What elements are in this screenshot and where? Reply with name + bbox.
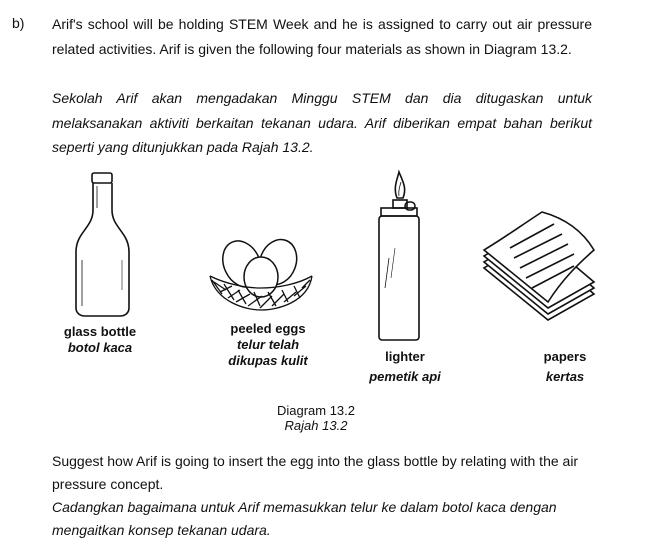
label-peeled-eggs-ms-1: telur telah (236, 337, 300, 352)
label-lighter (355, 349, 455, 385)
label-lighter-en: lighter (385, 349, 425, 364)
lighter-icon (375, 168, 425, 343)
label-glass-bottle (48, 324, 152, 356)
label-glass-bottle-en: glass bottle (63, 324, 137, 339)
label-lighter-ms: pemetik api (369, 369, 441, 384)
diagram-caption-en: Diagram 13.2 (276, 403, 356, 418)
label-papers-en: papers (543, 349, 587, 364)
label-peeled-eggs-ms-2: dikupas kulit (228, 353, 308, 368)
eggs-in-nest-icon (206, 232, 316, 312)
intro-malay: Sekolah Arif akan mengadakan Minggu STEM dan dia ditugaskan untuk melaksanakan aktiviti berkaitan tekanan udara. Arif diberikan empat bahan berikut seperti yang ditunjukkan pada Rajah 13.2. (52, 90, 592, 155)
label-glass-bottle-ms: botol kaca (67, 340, 133, 355)
label-peeled-eggs-en: peeled eggs (230, 321, 306, 336)
diagram-caption (216, 403, 416, 433)
diagram-caption-ms: Rajah 13.2 (284, 418, 348, 433)
task-prompt-malay: Cadangkan bagaimana untuk Arif memasukkan telur ke dalam botol kaca dengan mengaitkan konsep tekanan udara. (52, 499, 557, 538)
intro-english: Arif's school will be holding STEM Week and he is assigned to carry out air pressure related activities. Arif is given the following four materials as shown in Diagram 13.2. (52, 16, 592, 57)
papers-icon (482, 210, 597, 330)
label-peeled-eggs (208, 321, 328, 369)
glass-bottle-icon (70, 170, 140, 320)
question-number: b) (12, 15, 25, 31)
label-papers-ms: kertas (545, 369, 585, 384)
label-papers (520, 349, 610, 385)
task-prompt-english: Suggest how Arif is going to insert the egg into the glass bottle by relating with the air pressure concept. (52, 453, 579, 492)
